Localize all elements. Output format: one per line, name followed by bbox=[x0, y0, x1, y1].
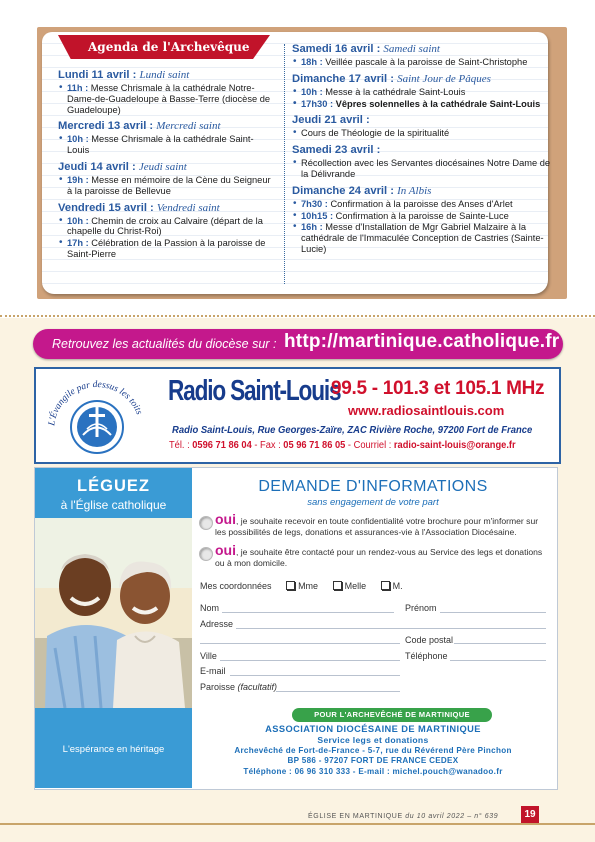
agenda-event-text: Chemin de croix au Calvaire (départ de la chapelle du Christ-Roi) bbox=[67, 215, 263, 237]
agenda-event-text: Messe d'Installation de Mgr Gabriel Malzaire à la cathédrale de l'Immaculée Conception de Castries (Sainte-Lucie) bbox=[301, 222, 544, 254]
prenom-field[interactable] bbox=[440, 612, 546, 613]
agenda-event bbox=[58, 175, 274, 197]
radio-logo bbox=[42, 372, 152, 457]
option-rendezvous bbox=[199, 542, 549, 573]
agenda-event bbox=[292, 87, 552, 98]
paroisse-label-text: Paroisse bbox=[200, 682, 236, 692]
radio-tel-label: Tél. : bbox=[169, 440, 190, 451]
agenda-day-heading bbox=[292, 43, 552, 56]
agenda-event bbox=[292, 211, 552, 222]
radio-logo-text: L'Évangile par dessus les toits bbox=[47, 379, 144, 427]
agenda-day bbox=[292, 114, 552, 139]
radio-fax: 05 96 71 86 05 bbox=[283, 440, 346, 451]
agenda-day-heading bbox=[292, 144, 552, 157]
agenda-day-date: Vendredi 15 avril : bbox=[58, 201, 154, 214]
ville-label: Ville bbox=[200, 651, 217, 661]
agenda-day-heading bbox=[292, 185, 552, 198]
association-line3: Téléphone : 06 96 310 333 - E-mail : michel.pouch@wanadoo.fr bbox=[243, 767, 503, 777]
agenda-event-text: Célébration de la Passion à la paroisse de Saint-Pierre bbox=[67, 238, 266, 259]
agenda-event-time: 7h30 : bbox=[301, 198, 328, 209]
agenda-event bbox=[58, 134, 274, 156]
civility-mme-checkbox[interactable] bbox=[286, 581, 295, 590]
telephone-label: Téléphone bbox=[405, 651, 448, 661]
agenda-event bbox=[58, 238, 274, 260]
agenda-event-text: Confirmation à la paroisse des Anses d'Arlet bbox=[330, 198, 513, 209]
agenda-day bbox=[292, 73, 552, 110]
agenda-right-column bbox=[292, 43, 552, 255]
agenda-day-heading bbox=[292, 73, 552, 86]
agenda-day-date: Jeudi 14 avril : bbox=[58, 160, 136, 173]
agenda-day-saint: Saint Jour de Pâques bbox=[397, 72, 491, 85]
nom-field[interactable] bbox=[222, 612, 394, 613]
agenda-event bbox=[292, 158, 552, 180]
publication-date: du 10 avril 2022 – n° 639 bbox=[405, 813, 499, 820]
telephone-field[interactable] bbox=[450, 660, 546, 661]
agenda-event-text: Messe Chrismale à la cathédrale Notre-Dame-de-Guadeloupe à Basse-Terre (diocèse de Guadeloupe) bbox=[67, 83, 271, 115]
agenda-day-date: Lundi 11 avril : bbox=[58, 69, 137, 81]
civility-melle-label: Melle bbox=[344, 581, 367, 591]
agenda-event-text: Messe en mémoire de la Cène du Seigneur à la paroisse de Bellevue bbox=[67, 174, 271, 196]
paroisse-note: (facultatif) bbox=[237, 682, 278, 692]
archeveche-pill-label: POUR L'ARCHEVÊCHÉ DE MARTINIQUE bbox=[314, 710, 470, 719]
radio-tel: 0596 71 86 04 bbox=[192, 440, 252, 451]
association-line1: Archevêché de Fort-de-France - 5-7, rue du Révérend Père Pinchon bbox=[234, 745, 512, 755]
agenda-event-time: 17h30 : bbox=[301, 98, 334, 109]
option-brochure-label: , je souhaite recevoir en toute confidentialité votre brochure pour m'informer sur les possibilités de legs, donations et assurances-vie à l'Association Diocésaine. bbox=[215, 516, 539, 537]
radio-fax-label: - Fax : bbox=[254, 440, 281, 451]
leguez-title: LÉGUEZ bbox=[77, 477, 150, 495]
agenda-event-text: Veillée pascale à la paroisse de Saint-Christophe bbox=[325, 57, 528, 67]
ville-field[interactable] bbox=[220, 660, 400, 661]
agenda-left-column bbox=[58, 69, 274, 260]
agenda-day-saint: Jeudi saint bbox=[138, 160, 187, 173]
agenda-day bbox=[58, 120, 274, 156]
coordinates-row bbox=[200, 581, 403, 591]
option-rendezvous-label: , je souhaite être contacté pour un rendez-vous au Service des legs et donations ou à mon domicile. bbox=[215, 547, 543, 568]
association-line2: BP 586 - 97207 FORT DE FRANCE CEDEX bbox=[287, 756, 459, 766]
radio-email-link[interactable]: radio-saint-louis@orange.fr bbox=[393, 440, 516, 451]
adresse-label: Adresse bbox=[200, 619, 234, 629]
agenda-day-date: Samedi 16 avril : bbox=[292, 43, 381, 55]
agenda-day-heading bbox=[292, 114, 552, 127]
civility-m-label: M. bbox=[392, 581, 403, 591]
page-footer bbox=[308, 813, 498, 820]
agenda-event bbox=[292, 199, 552, 210]
dotted-separator bbox=[0, 315, 595, 317]
agenda-event-text: Récollection avec les Servantes diocésaines Notre Dame de la Délivrande bbox=[301, 158, 551, 179]
agenda-event-text: Cours de Théologie de la spiritualité bbox=[301, 128, 450, 139]
form-subtitle: sans engagement de votre part bbox=[307, 497, 439, 508]
email-field[interactable] bbox=[230, 675, 400, 676]
agenda-event-time: 10h15 : bbox=[301, 210, 334, 221]
coordinates-label: Mes coordonnées bbox=[200, 581, 272, 591]
agenda-event-text: Messe à la cathédrale Saint-Louis bbox=[325, 86, 466, 97]
radio-website-link[interactable]: www.radiosaintlouis.com bbox=[348, 403, 505, 418]
agenda-day-saint: Lundi saint bbox=[139, 69, 190, 81]
agenda-day-saint: Samedi saint bbox=[383, 43, 440, 55]
agenda-day bbox=[58, 161, 274, 197]
option-brochure-checkbox[interactable] bbox=[199, 516, 213, 530]
agenda-day-date: Jeudi 21 avril : bbox=[292, 114, 370, 127]
page-bottom-rule bbox=[0, 823, 595, 825]
elderly-couple-photo bbox=[35, 518, 192, 708]
association-service: Service legs et donations bbox=[317, 734, 429, 745]
prenom-label: Prénom bbox=[405, 603, 437, 613]
association-address bbox=[196, 724, 550, 778]
adresse-field-line2[interactable] bbox=[200, 643, 400, 644]
adresse-field[interactable] bbox=[236, 628, 546, 629]
agenda-day-heading bbox=[58, 120, 274, 133]
agenda-day-date: Dimanche 24 avril : bbox=[292, 184, 394, 197]
agenda-event-time: 17h : bbox=[67, 238, 89, 249]
agenda-event-time: 10h : bbox=[67, 134, 89, 145]
agenda-day bbox=[292, 185, 552, 255]
website-link[interactable]: http://martinique.catholique.fr bbox=[284, 331, 560, 352]
page-number: 19 bbox=[521, 806, 539, 823]
option-rendezvous-text bbox=[215, 542, 545, 569]
agenda-day bbox=[58, 69, 274, 115]
option-rendezvous-oui: oui bbox=[215, 542, 236, 558]
publication-name: ÉGLISE EN MARTINIQUE bbox=[308, 813, 403, 820]
code-postal-field[interactable] bbox=[454, 643, 546, 644]
legs-tagline: L'espérance en héritage bbox=[62, 744, 165, 755]
agenda-day-heading bbox=[58, 161, 274, 174]
agenda-day bbox=[292, 43, 552, 68]
paroisse-field[interactable] bbox=[276, 691, 400, 692]
agenda-event-time: 10h : bbox=[301, 86, 323, 97]
agenda-event-text: Vêpres solennelles à la cathédrale Saint-Louis bbox=[335, 98, 541, 109]
civility-mme-label: Mme bbox=[298, 581, 319, 591]
agenda-event bbox=[58, 216, 274, 238]
radio-frequencies: 99.5 - 101.3 et 105.1 MHz bbox=[331, 378, 545, 399]
agenda-event-time: 16h : bbox=[301, 222, 323, 233]
option-rendezvous-checkbox[interactable] bbox=[199, 547, 213, 561]
agenda-event-text: Confirmation à la paroisse de Sainte-Luce bbox=[335, 210, 509, 221]
radio-email-label: - Courriel : bbox=[347, 440, 392, 451]
website-banner-lead: Retrouvez les actualités du diocèse sur : bbox=[52, 337, 277, 351]
agenda-event-time: 18h : bbox=[301, 57, 323, 67]
agenda-day bbox=[58, 202, 274, 260]
option-brochure-oui: oui bbox=[215, 511, 236, 527]
nom-label: Nom bbox=[200, 603, 220, 613]
agenda-day-date: Dimanche 17 avril : bbox=[292, 72, 394, 85]
agenda-day-saint: In Albis bbox=[397, 184, 432, 197]
agenda-day-heading bbox=[58, 69, 274, 82]
agenda-event bbox=[292, 222, 552, 254]
leguez-subtitle: à l'Église catholique bbox=[60, 498, 167, 512]
agenda-event-text: Messe Chrismale à la cathédrale Saint-Louis bbox=[67, 134, 254, 156]
agenda-event-time: 11h : bbox=[67, 83, 89, 93]
agenda-day-heading bbox=[58, 202, 274, 215]
agenda-day-date: Samedi 23 avril : bbox=[292, 144, 381, 157]
agenda-banner bbox=[58, 35, 270, 61]
radio-contact bbox=[169, 440, 516, 451]
agenda-title: Agenda de l'Archevêque bbox=[88, 40, 250, 54]
agenda-event-time: 10h : bbox=[67, 215, 89, 226]
option-brochure-text bbox=[215, 511, 545, 538]
agenda-day-saint: Vendredi saint bbox=[156, 201, 220, 214]
agenda-day bbox=[292, 144, 552, 180]
agenda-event bbox=[292, 57, 552, 68]
civility-melle-checkbox[interactable] bbox=[333, 581, 342, 590]
association-title: ASSOCIATION DIOCÉSAINE DE MARTINIQUE bbox=[265, 724, 481, 734]
agenda-event bbox=[292, 99, 552, 110]
agenda-day-saint: Mercredi saint bbox=[156, 120, 221, 133]
option-brochure bbox=[199, 511, 549, 542]
form-title: DEMANDE D'INFORMATIONS bbox=[258, 478, 488, 495]
email-label: E-mail bbox=[200, 666, 226, 676]
agenda-divider bbox=[284, 44, 286, 284]
radio-name: Radio Saint-Louis bbox=[168, 375, 341, 407]
civility-m-checkbox[interactable] bbox=[381, 581, 390, 590]
radio-address: Radio Saint-Louis, Rue Georges-Zaïre, ZAC Rivière Roche, 97200 Fort de France bbox=[172, 424, 533, 436]
agenda-event bbox=[292, 128, 552, 139]
agenda-event bbox=[58, 83, 274, 115]
agenda-day-date: Mercredi 13 avril : bbox=[58, 120, 154, 133]
paroisse-label bbox=[200, 682, 277, 692]
code-postal-label: Code postal bbox=[405, 635, 454, 645]
agenda-event-time: 19h : bbox=[67, 174, 89, 185]
